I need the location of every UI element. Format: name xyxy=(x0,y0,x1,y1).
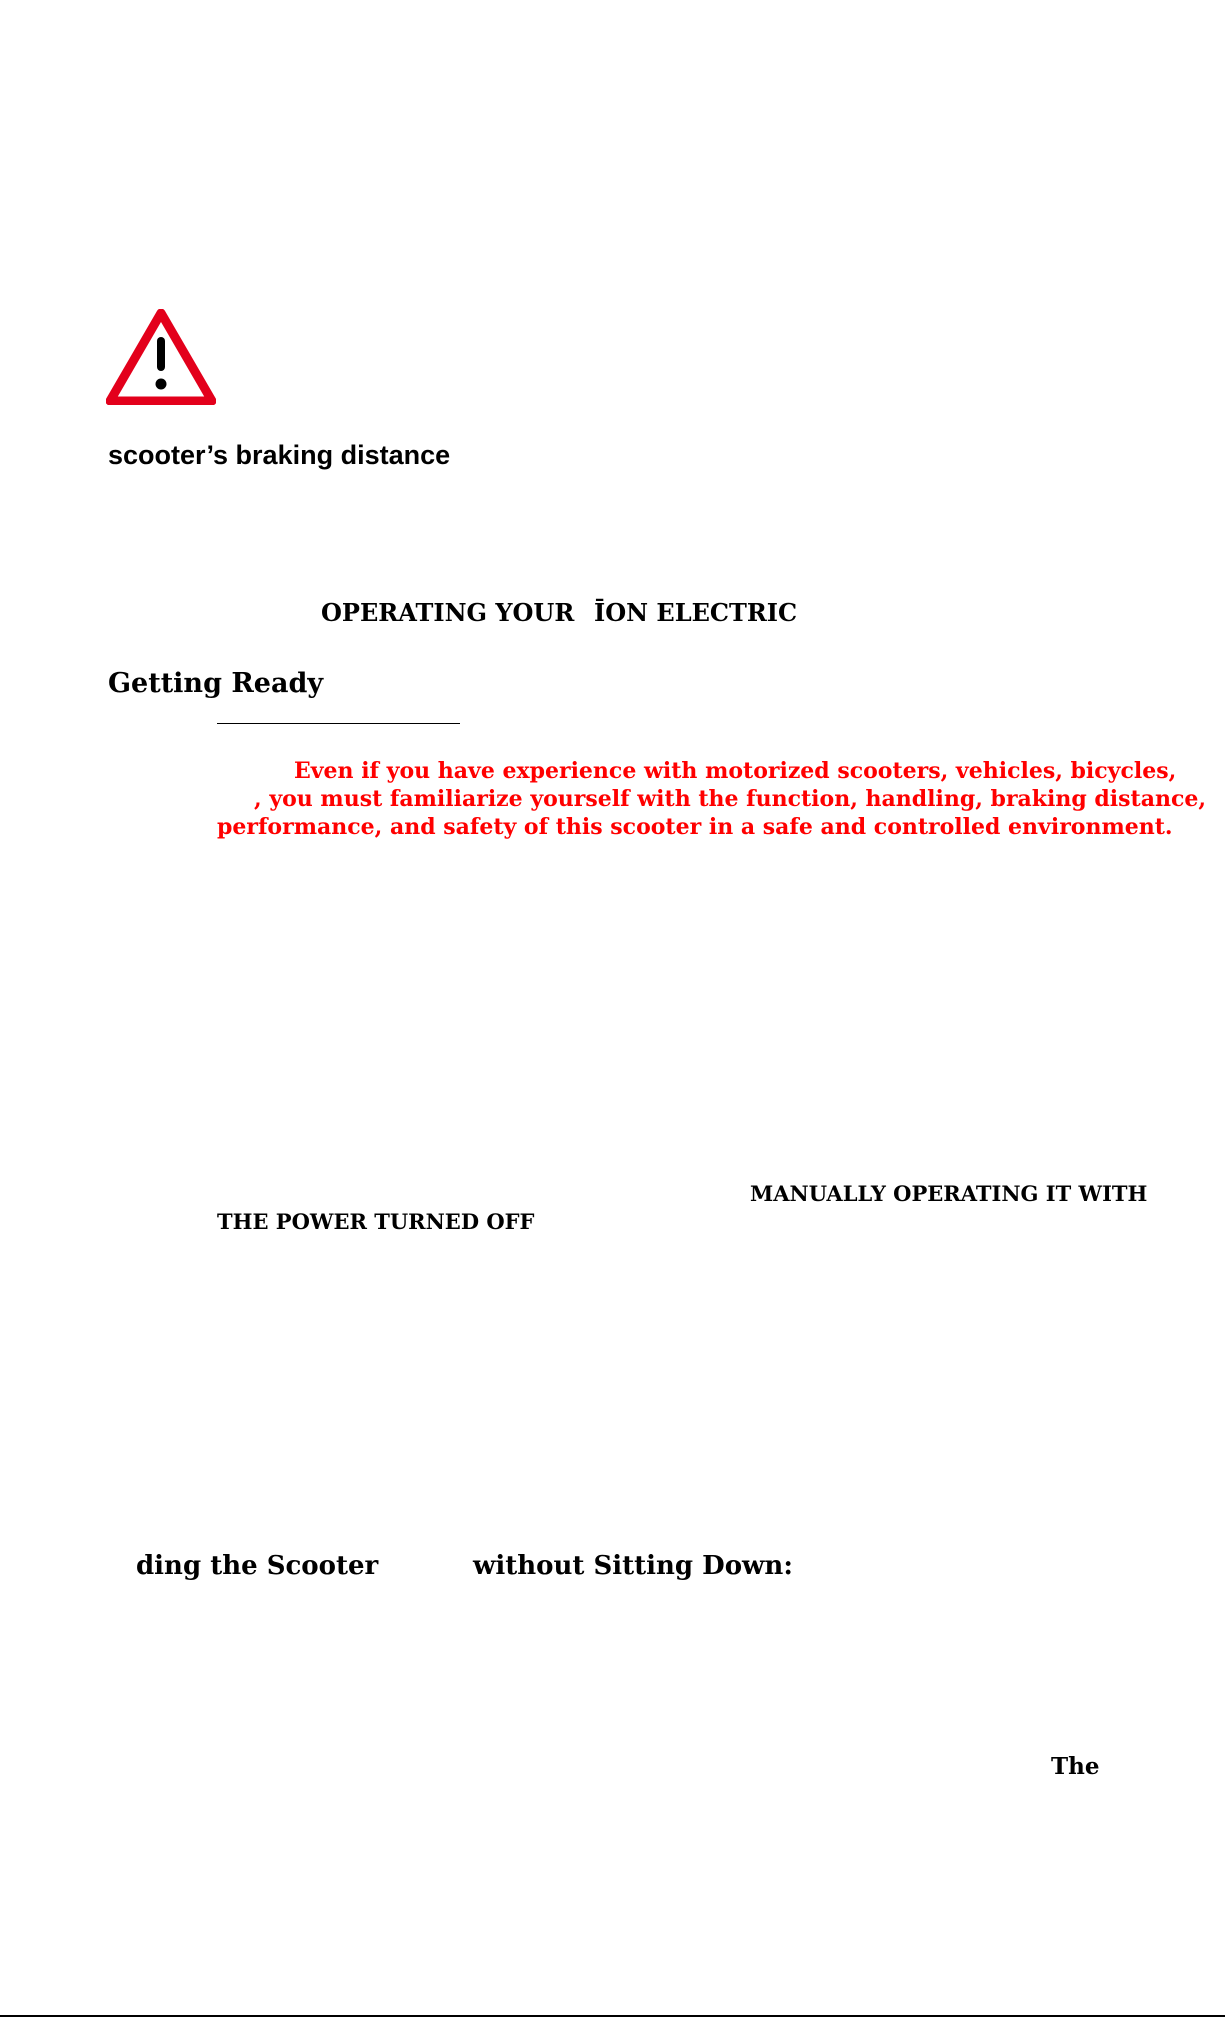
warning-text-line-1: Even if you have experience with motorized scooters, vehicles, bicycles, xyxy=(294,758,1177,784)
manual-operation-text-1: MANUALLY OPERATING IT WITH xyxy=(750,1181,1148,1206)
text-fragment-the: The xyxy=(1051,1753,1100,1780)
getting-ready-heading: Getting Ready xyxy=(108,668,324,699)
braking-distance-heading: scooter’s braking distance xyxy=(108,440,451,470)
warning-text-line-3: performance, and safety of this scooter in a safe and controlled environment. xyxy=(217,814,1173,840)
section-title-electric: ĪON ELECTRIC xyxy=(594,598,798,627)
manual-operation-text-2: THE POWER TURNED OFF xyxy=(217,1209,535,1234)
riding-heading-part-1: ding the Scooter xyxy=(136,1551,379,1581)
section-title-operating: OPERATING YOUR xyxy=(321,598,575,627)
riding-heading-part-2: without Sitting Down: xyxy=(473,1551,793,1581)
section-divider xyxy=(217,723,460,724)
warning-triangle-icon xyxy=(106,309,216,405)
warning-text-line-2: , you must familiarize yourself with the function, handling, braking distance, xyxy=(254,786,1207,812)
